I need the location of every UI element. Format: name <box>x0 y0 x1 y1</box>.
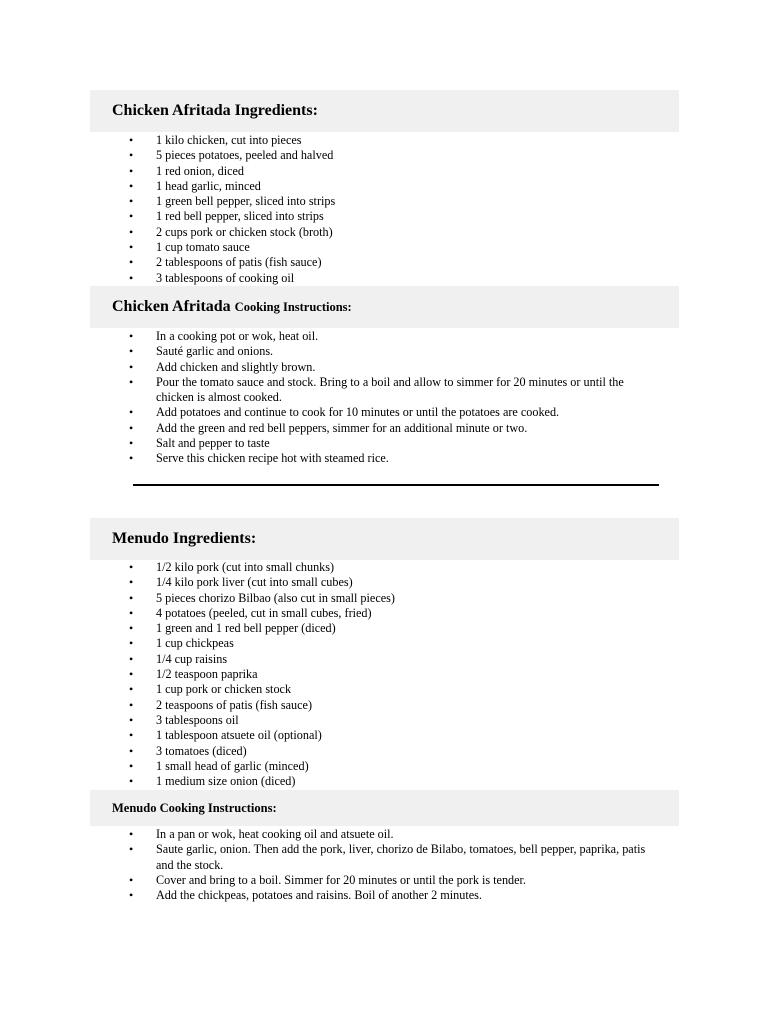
list-item: • 1/2 kilo pork (cut into small chunks) <box>129 560 659 575</box>
heading-text: Menudo Ingredients: <box>112 530 257 547</box>
list-item: • Cover and bring to a boil. Simmer for 20 minutes or until the pork is tender. <box>129 873 659 888</box>
list-item: • 1 tablespoon atsuete oil (optional) <box>129 728 659 743</box>
list-item: • 3 tablespoons oil <box>129 713 659 728</box>
list-item: • 4 potatoes (peeled, cut in small cubes, fried) <box>129 606 659 621</box>
list-item: • Salt and pepper to taste <box>129 436 659 451</box>
list-item: • Add potatoes and continue to cook for 10 minutes or until the potatoes are cooked. <box>129 405 659 420</box>
chicken-afritada-ingredients-heading <box>90 90 679 132</box>
list-item: • 2 teaspoons of patis (fish sauce) <box>129 698 659 713</box>
list-item: • 1 green bell pepper, sliced into strips <box>129 194 659 209</box>
list-item: • 1 red onion, diced <box>129 164 659 179</box>
list-item: • 1 small head of garlic (minced) <box>129 759 659 774</box>
list-item: • Add chicken and slightly brown. <box>129 360 659 375</box>
list-item: • 3 tomatoes (diced) <box>129 744 659 759</box>
list-item: • 1 cup chickpeas <box>129 636 659 651</box>
menudo-instructions-list <box>129 827 659 903</box>
menudo-ingredients-heading <box>90 518 679 560</box>
list-item: • 1/4 kilo pork liver (cut into small cubes) <box>129 575 659 590</box>
list-item: • 1 red bell pepper, sliced into strips <box>129 209 659 224</box>
horizontal-divider <box>133 484 659 486</box>
list-item: • 1 cup tomato sauce <box>129 240 659 255</box>
chicken-afritada-ingredients-list <box>129 133 659 286</box>
list-item: • 1 cup pork or chicken stock <box>129 682 659 697</box>
menudo-instructions-heading <box>90 790 679 826</box>
heading-text: Chicken Afritada <box>112 298 231 315</box>
list-item: • Serve this chicken recipe hot with steamed rice. <box>129 451 659 466</box>
list-item: • 1/2 teaspoon paprika <box>129 667 659 682</box>
list-item: • Sauté garlic and onions. <box>129 344 659 359</box>
list-item: • Add the green and red bell peppers, simmer for an additional minute or two. <box>129 421 659 436</box>
list-item: • 3 tablespoons of cooking oil <box>129 271 659 286</box>
list-item: • Saute garlic, onion. Then add the pork, liver, chorizo de Bilabo, tomatoes, bell pepper, paprika, patis and the stock. <box>129 842 659 873</box>
chicken-afritada-instructions-list <box>129 329 659 467</box>
list-item: • Pour the tomato sauce and stock. Bring to a boil and allow to simmer for 20 minutes or until the chicken is almost cooked. <box>129 375 659 406</box>
list-item: • 1 kilo chicken, cut into pieces <box>129 133 659 148</box>
list-item: • In a cooking pot or wok, heat oil. <box>129 329 659 344</box>
heading-text: Chicken Afritada Ingredients: <box>112 102 318 119</box>
list-item: • 2 tablespoons of patis (fish sauce) <box>129 255 659 270</box>
list-item: • 5 pieces potatoes, peeled and halved <box>129 148 659 163</box>
heading-text: Menudo Cooking Instructions: <box>112 800 277 815</box>
list-item: • 1 head garlic, minced <box>129 179 659 194</box>
menudo-ingredients-list <box>129 560 659 789</box>
heading-subtext: Cooking Instructions: <box>234 299 352 314</box>
list-item: • 2 cups pork or chicken stock (broth) <box>129 225 659 240</box>
list-item: • 1 green and 1 red bell pepper (diced) <box>129 621 659 636</box>
list-item: • 1/4 cup raisins <box>129 652 659 667</box>
list-item: • In a pan or wok, heat cooking oil and atsuete oil. <box>129 827 659 842</box>
list-item: • 1 medium size onion (diced) <box>129 774 659 789</box>
list-item: • 5 pieces chorizo Bilbao (also cut in small pieces) <box>129 591 659 606</box>
list-item: • Add the chickpeas, potatoes and raisins. Boil of another 2 minutes. <box>129 888 659 903</box>
chicken-afritada-instructions-heading <box>90 286 679 328</box>
